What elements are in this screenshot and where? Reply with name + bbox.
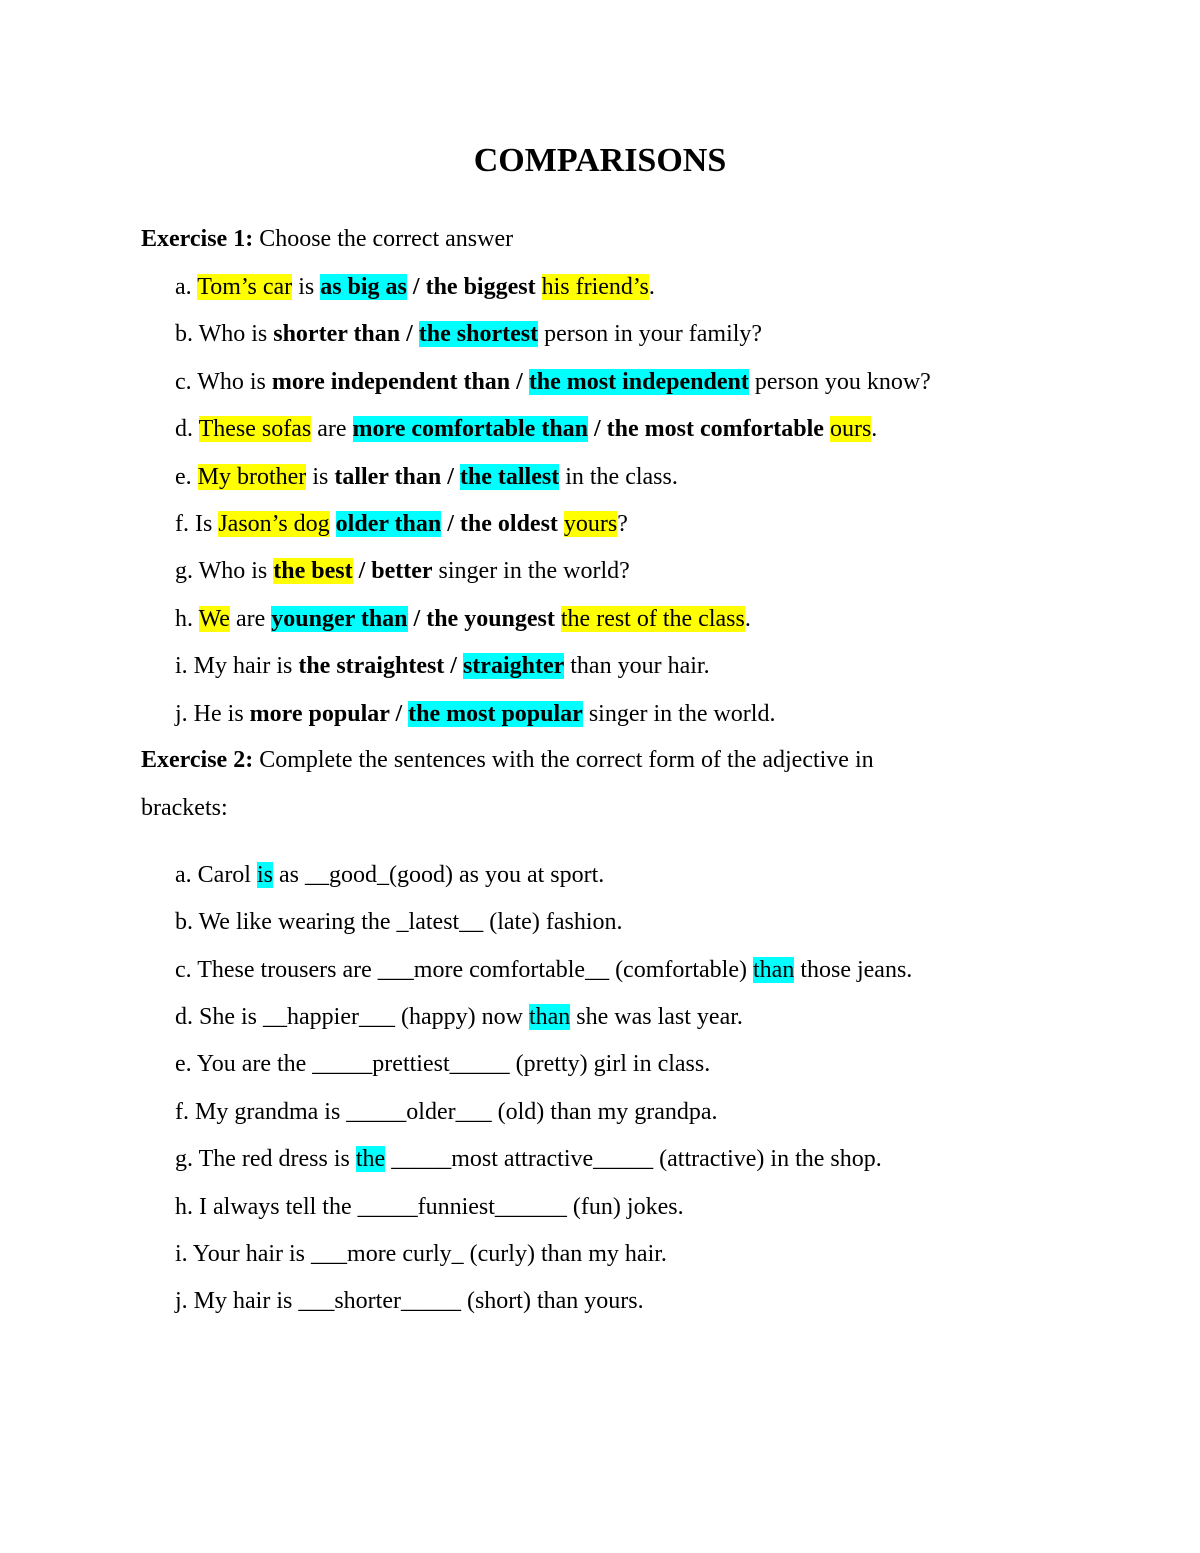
cyan-highlighted-text: than bbox=[528, 1004, 571, 1030]
sentence-text: singer in the world? bbox=[432, 558, 630, 584]
exercise2-item bbox=[175, 953, 912, 987]
exercise1-item bbox=[175, 649, 710, 683]
exercise2-item bbox=[175, 1190, 684, 1224]
sentence-text: is bbox=[306, 464, 335, 490]
sentence-text: d. She is __happier___ (happy) now bbox=[175, 1004, 529, 1030]
cyan-highlighted-text: as big as bbox=[320, 274, 407, 300]
cyan-highlighted-text: younger than bbox=[271, 606, 408, 632]
sentence-text: f. Is bbox=[175, 511, 219, 537]
sentence-text: h. bbox=[175, 606, 199, 632]
sentence-text: in the class. bbox=[559, 464, 678, 490]
bold-option-text: shorter than / bbox=[273, 321, 419, 347]
sentence-text: e. You are the _____prettiest_____ (pretty) girl in class. bbox=[175, 1051, 711, 1077]
exercise1-item bbox=[175, 697, 775, 731]
yellow-highlighted-text: We bbox=[198, 606, 230, 632]
exercise2-item bbox=[175, 1142, 882, 1176]
cyan-highlighted-text: older than bbox=[335, 511, 442, 537]
bold-option-text: more popular / bbox=[249, 701, 409, 727]
sentence-text: g. The red dress is bbox=[175, 1146, 356, 1172]
sentence-text: is bbox=[292, 274, 321, 300]
sentence-text: ? bbox=[617, 511, 628, 537]
sentence-text: i. Your hair is ___more curly_ (curly) than my hair. bbox=[175, 1241, 667, 1267]
exercise1-item bbox=[175, 317, 762, 351]
yellow-highlighted-text: My brother bbox=[197, 464, 307, 490]
sentence-text: b. Who is bbox=[175, 321, 274, 347]
exercise1-item bbox=[175, 365, 931, 399]
bold-option-text: taller than / bbox=[334, 464, 460, 490]
bold-option-text: / the youngest bbox=[407, 606, 561, 632]
yellow-highlighted-text: the best bbox=[273, 558, 353, 584]
sentence-text: person in your family? bbox=[538, 321, 763, 347]
cyan-highlighted-text: the most independent bbox=[528, 369, 749, 395]
sentence-text: are bbox=[311, 416, 353, 442]
sentence-text: _____most attractive_____ (attractive) in the shop. bbox=[385, 1146, 882, 1172]
exercise1-label: Exercise 1: bbox=[141, 226, 254, 252]
exercise2-instruction: Complete the sentences with the correct form of the adjective in bbox=[253, 747, 874, 773]
yellow-highlighted-text: his friend’s bbox=[541, 274, 649, 300]
sentence-text bbox=[330, 511, 336, 537]
yellow-highlighted-text: yours bbox=[563, 511, 618, 537]
bold-option-text: / the oldest bbox=[441, 511, 564, 537]
yellow-highlighted-text: ours bbox=[829, 416, 872, 442]
sentence-text: . bbox=[744, 606, 751, 632]
sentence-text: a. Carol bbox=[175, 862, 257, 888]
cyan-highlighted-text: than bbox=[753, 957, 795, 983]
yellow-highlighted-text: the rest of the class bbox=[560, 606, 745, 632]
exercise2-item bbox=[175, 905, 622, 939]
sentence-text: than your hair. bbox=[564, 653, 710, 679]
sentence-text: i. My hair is bbox=[175, 653, 299, 679]
exercise2-heading bbox=[141, 743, 874, 777]
exercise1-heading bbox=[141, 222, 513, 256]
sentence-text: g. Who is bbox=[175, 558, 274, 584]
exercise1-item bbox=[175, 460, 678, 494]
sentence-text: b. We like wearing the _latest__ (late) fashion. bbox=[175, 909, 623, 935]
bold-option-text: the straightest / bbox=[298, 653, 463, 679]
exercise1-item bbox=[175, 412, 877, 446]
exercise2-item bbox=[175, 1284, 644, 1318]
cyan-highlighted-text: the shortest bbox=[418, 321, 539, 347]
sentence-text: she was last year. bbox=[570, 1004, 743, 1030]
cyan-highlighted-text: more comfortable than bbox=[352, 416, 589, 442]
exercise2-instruction-continued: brackets: bbox=[141, 795, 228, 821]
yellow-highlighted-text: These sofas bbox=[198, 416, 312, 442]
cyan-highlighted-text: is bbox=[256, 862, 273, 888]
sentence-text: . bbox=[871, 416, 878, 442]
sentence-text: j. He is bbox=[175, 701, 250, 727]
sentence-text: a. bbox=[175, 274, 198, 300]
exercise1-item bbox=[175, 554, 630, 588]
bold-option-text: more independent than / bbox=[271, 369, 529, 395]
exercise2-item bbox=[175, 1237, 667, 1271]
sentence-text: j. My hair is ___shorter_____ (short) than yours. bbox=[175, 1288, 644, 1314]
sentence-text: c. These trousers are ___more comfortable__ (comfortable) bbox=[175, 957, 753, 983]
sentence-text: e. bbox=[175, 464, 198, 490]
exercise2-item bbox=[175, 1095, 718, 1129]
sentence-text: as __good_(good) as you at sport. bbox=[273, 862, 605, 888]
sentence-text: those jeans. bbox=[794, 957, 913, 983]
sentence-text: f. My grandma is _____older___ (old) than my grandpa. bbox=[175, 1099, 718, 1125]
exercise2-item bbox=[175, 858, 604, 892]
sentence-text: h. I always tell the _____funniest______ (fun) jokes. bbox=[175, 1194, 684, 1220]
sentence-text: are bbox=[229, 606, 272, 632]
bold-option-text: / the most comfortable bbox=[588, 416, 830, 442]
bold-option-text: / better bbox=[352, 558, 433, 584]
exercise2-item bbox=[175, 1000, 743, 1034]
exercise1-item bbox=[175, 507, 628, 541]
sentence-text: c. Who is bbox=[175, 369, 272, 395]
exercise1-item bbox=[175, 602, 751, 636]
exercise2-label: Exercise 2: bbox=[141, 747, 254, 773]
sentence-text: . bbox=[648, 274, 655, 300]
sentence-text: singer in the world. bbox=[582, 701, 776, 727]
sentence-text: person you know? bbox=[748, 369, 931, 395]
yellow-highlighted-text: Tom’s car bbox=[197, 274, 293, 300]
exercise1-instruction: Choose the correct answer bbox=[253, 226, 514, 252]
exercise2-item bbox=[175, 1047, 710, 1081]
exercise1-item bbox=[175, 270, 655, 304]
page-title: COMPARISONS bbox=[473, 142, 727, 179]
cyan-highlighted-text: the tallest bbox=[459, 464, 560, 490]
cyan-highlighted-text: the most popular bbox=[408, 701, 583, 727]
yellow-highlighted-text: Jason’s dog bbox=[218, 511, 330, 537]
sentence-text: d. bbox=[175, 416, 199, 442]
bold-option-text: / the biggest bbox=[406, 274, 542, 300]
cyan-highlighted-text: the bbox=[355, 1146, 386, 1172]
cyan-highlighted-text: straighter bbox=[462, 653, 565, 679]
